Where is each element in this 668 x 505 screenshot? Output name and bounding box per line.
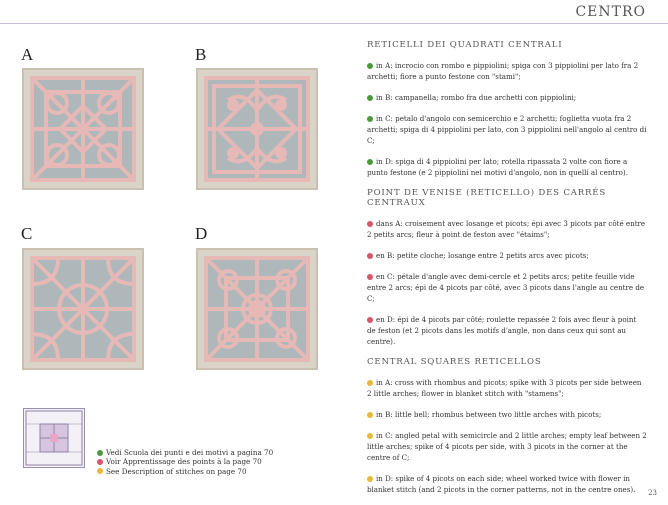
layout-thumbnail xyxy=(23,408,85,468)
red-dot-icon xyxy=(367,253,373,259)
lace-image-c xyxy=(22,248,144,370)
green-dot-icon xyxy=(367,63,373,69)
header-rule xyxy=(0,23,668,24)
lace-image-d xyxy=(196,248,318,370)
item-it-c: in C: petalo d'angolo con semicerchio e 2 archetti; foglietta vuota fra 2 archetti; spiga di 4 pippiolini per lato, con 3 pippiolini nell'angolo al centro di C; xyxy=(367,114,647,145)
yellow-dot-icon xyxy=(367,476,373,482)
legend-line-en xyxy=(97,467,273,476)
section-title-it: RETICELLI DEI QUADRATI CENTRALI xyxy=(367,40,563,50)
red-dot-icon xyxy=(367,317,373,323)
yellow-dot-icon xyxy=(367,412,373,418)
lace-image-b xyxy=(196,68,318,190)
panel-label-a: A xyxy=(21,45,34,64)
item-it-b: in B: campanella; rombo fra due archetti con pippiolini; xyxy=(367,92,647,103)
legend-line-it xyxy=(97,448,273,457)
item-it-a: in A: incrocio con rombo e pippiolini; spiga con 3 pippiolini per lato fra 2 archetti; fiore a punto festone con "stami"; xyxy=(367,61,639,81)
legend-text-it: Vedi Scuola dei punti e dei motivi a pagina 70 xyxy=(106,448,274,457)
item-en-c: in C: angled petal with semicircle and 2 little arches; empty leaf between 2 little arches; spike of 4 picots per side, with 3 picots in the corner at the centre of C; xyxy=(367,431,647,462)
section-title-fr: POINT DE VENISE (RETICELLO) DES CARRÉS CENTRAUX xyxy=(367,188,607,208)
red-dot-icon xyxy=(367,274,373,280)
panel-label-b: B xyxy=(195,45,207,64)
red-dot-icon xyxy=(97,459,103,465)
panel-label-d: D xyxy=(195,224,208,243)
red-dot-icon xyxy=(367,221,373,227)
section-title-en: CENTRAL SQUARES RETICELLOS xyxy=(367,357,542,367)
page-number: 23 xyxy=(648,489,657,497)
item-en-a: in A: cross with rhombus and picots; spike with 3 picots per side between 2 little arches; flower in blanket stitch with "stamens"; xyxy=(367,378,642,398)
yellow-dot-icon xyxy=(367,380,373,386)
stitch-legend xyxy=(97,448,273,476)
yellow-dot-icon xyxy=(367,433,373,439)
panel-label-c: C xyxy=(21,224,33,243)
page-title: CENTRO xyxy=(575,4,646,20)
green-dot-icon xyxy=(367,95,373,101)
item-en-b: in B: little bell; rhombus between two little arches with picots; xyxy=(367,409,647,420)
item-fr-a: dans A: croisement avec losange et picots; épi avec 3 picots par côté entre 2 petits arcs; fleur à point de feston avec "étaims"; xyxy=(367,219,646,239)
description-column xyxy=(367,40,647,505)
lace-image-a xyxy=(22,68,144,190)
green-dot-icon xyxy=(367,159,373,165)
item-fr-b: en B: petite cloche; losange entre 2 petits arcs avec picots; xyxy=(367,250,647,261)
green-dot-icon xyxy=(367,116,373,122)
legend-text-en: See Description of stitches on page 70 xyxy=(106,466,247,476)
yellow-dot-icon xyxy=(97,468,103,474)
green-dot-icon xyxy=(97,450,103,456)
item-fr-d: en D: épi de 4 picots par côté; roulette repassée 2 fois avec fleur à point de feston (et 2 picots dans les motifs d'angle, non dans ceux qui sont au centre). xyxy=(367,315,637,346)
legend-text-fr: Voir Apprentissage des points à la page 70 xyxy=(106,457,262,467)
item-it-d: in D: spiga di 4 pippiolini per lato; rotella ripassata 2 volte con fiore a punto festone (e 2 pippiolini nei motivi d'angolo, non in quelli al centro). xyxy=(367,157,628,177)
item-en-d: in D: spike of 4 picots on each side; wheel worked twice with flower in blanket stitch (and 2 picots in the corner patterns, not in the centre ones). xyxy=(367,474,636,494)
legend-line-fr xyxy=(97,457,273,466)
item-fr-c: en C: pétale d'angle avec demi-cercle et 2 petits arcs; petite feuille vide entre 2 arcs; épi de 4 picots par côté, avec 3 picots dans l'angle au centre de C; xyxy=(367,272,645,303)
